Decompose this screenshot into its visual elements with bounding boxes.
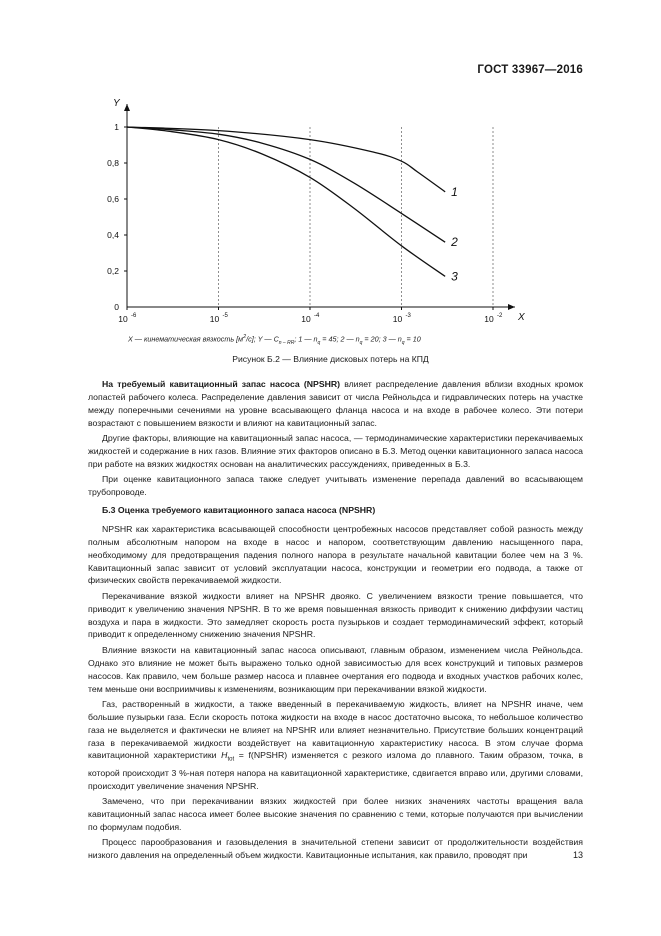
x-tick-label-1: 10 — [209, 314, 220, 324]
y-tick-label-0: 0 — [114, 302, 119, 312]
series-label-2: 2 — [451, 235, 458, 250]
legend-y-sub: n – RR — [278, 339, 295, 346]
series-label-3: 3 — [451, 269, 458, 284]
paragraph-7-h: H — [221, 750, 228, 761]
paragraph-8: Замечено, что при перекачивании вязких жидкостей при более низких значениях частоты вращения вала кавитационный запас насоса имеет более высокие значения по сравнению с теми, которые получаются при вычислении по формулам подобия. — [88, 796, 583, 833]
document-header: ГОСТ 33967—2016 — [477, 64, 583, 76]
paragraph-7 — [88, 698, 583, 793]
legend-x-sup: 2 — [243, 334, 247, 340]
legend-v3: = 10 — [404, 334, 421, 344]
legend-y-mid: — C — [262, 334, 279, 344]
x-tick-label-4: 10 — [484, 314, 494, 324]
x-tick-label-3: 10 — [392, 314, 403, 324]
paragraph-6: Влияние вязкости на кавитационный запас насоса описывают, главным образом, изменением числа Рейнольдса. Однако это влияние не может быть выражено только одной зависимостью для всех конструкций и типовых размеров насосов. Как правило, чем больше размер насоса и плавнее очертания его подвода и входных участков рабочих колес, тем меньше они восприимчивы к изменениям, возникающим при перекачивании вязкой жидкости. — [88, 644, 583, 694]
x-axis-arrow — [508, 304, 515, 310]
chart-series — [127, 127, 458, 283]
paragraph-1-rest: влияет распределение давления вблизи входных кромок лопастей рабочего колеса. Распределение давления зависит от числа Рейнольдса и гидравлических потерь на участке между поперечными сечениями на уровне всасывающего фланца насоса и на входе в рабочее колесо. Эти потери возрастают с повышением вязкости и влияют на кавитационный запас. — [88, 379, 584, 428]
viscosity-efficiency-chart — [0, 0, 661, 340]
paragraph-7-sub: tot — [227, 757, 235, 764]
legend-sub-q2: q — [359, 339, 363, 346]
page-number: 13 — [572, 850, 583, 860]
legend-v1: = 45; 2 — n — [320, 334, 360, 344]
legend-x-unit: /c]; — [246, 334, 256, 344]
body-text — [88, 378, 583, 865]
y-tick-label-3: 0,6 — [107, 194, 119, 204]
series-line-2 — [127, 127, 445, 242]
legend-sub-q3: q — [401, 339, 405, 346]
y-axis-label: Y — [113, 98, 120, 109]
y-tick-label-4: 0,8 — [107, 158, 119, 168]
figure-caption: Рисунок Б.2 — Влияние дисковых потерь на КПД — [232, 354, 429, 364]
paragraph-5: Перекачивание вязкой жидкости влияет на NPSHR двояко. С увеличением вязкости трение повышается, что приводит к увеличению значения NPSHR. В то же время повышенная вязкость приводит к снижению диффузии частиц воздуха и пара в жидкости. Это замедляет скорость роста пузырьков и создает термодинамический эффект, который приводит к определенному снижению значения NPSHR. — [88, 590, 583, 640]
x-tick-exp-1: -5 — [222, 313, 228, 319]
y-axis-arrow — [124, 104, 130, 111]
y-tick-label-5: 1 — [114, 122, 119, 132]
section-heading-b3: Б.3 Оценка требуемого кавитационного запаса насоса (NPSHR) — [102, 504, 376, 515]
x-tick-label-2: 10 — [301, 314, 311, 324]
legend-sub-q1: q — [317, 339, 321, 346]
series-label-1: 1 — [451, 184, 458, 199]
paragraph-3: При оценке кавитационного запаса также следует учитывать изменение перепада давлений во всасывающем трубопроводе. — [88, 474, 583, 498]
x-tick-exp-4: -2 — [497, 313, 503, 319]
chart-ticks — [107, 122, 503, 324]
paragraph-7-a: Газ, растворенный в жидкости, а также введенный в перекачиваемую жидкость, влияет на NPSHR иначе, чем большие пузырьки газа. Если скорость потока жидкости на входе в насос достаточно высока, то небольшое количество газа не выделяется и фактически не влияет на NPSHR или влияет незначительно. Присутствие больших концентраций газа в перекачиваемой жидкости воздействует на кавитационную характеристику насоса. В этом случае форма кавитационной характеристики — [88, 698, 583, 761]
paragraph-7-b: = f(NPSHR) изменяется с резкого излома до плавного. Таким образом, точка, в которой происходит 3 %-ная потеря напора на кавитационной характеристике, сдвигается вправо или, другими словами, происходит увеличение значения NPSHR. — [88, 750, 583, 791]
paragraph-2: Другие факторы, влияющие на кавитационный запас насоса, — термодинамические характеристики перекачиваемых жидкостей и содержание в них газов. Влияние этих факторов описано в Б.3. Метод оценки кавитационного запаса насоса при работе на вязких жидкостях основан на аналитических рассуждениях, приведенных в Б.3. — [88, 433, 583, 469]
x-tick-exp-3: -3 — [405, 313, 411, 319]
legend-y-prefix: Y — [257, 334, 263, 344]
series-line-1 — [127, 127, 445, 192]
paragraph-1-bold: На требуемый кавитационный запас насоса (NPSHR) — [102, 379, 341, 389]
x-axis-label: X — [518, 312, 525, 323]
x-tick-label-0: 10 — [118, 314, 128, 324]
legend-x-desc: X — кинематическая вязкость [м — [128, 334, 244, 344]
x-tick-exp-0: -6 — [131, 313, 137, 319]
paragraph-9: Процесс парообразования и газовыделения в значительной степени зависит от продолжительности воздействия низкого давления на определенный объем жидкости. Кавитационные испытания, как правило, проводят при — [88, 837, 583, 861]
paragraph-4: NPSHR как характеристика всасывающей способности центробежных насосов представляет собой разность между полным абсолютным напором на входе в насос и напором, соответствующим давлению насыщенного пара, необходимому для предотвращения падения полного напора в результате начальной кавитации более чем на 3 %. Кавитационный запас зависит от условий эксплуатации насоса, конструкции и геометрии его подвода, а также от физических свойств перекачиваемой жидкости. — [88, 523, 583, 586]
y-tick-label-1: 0,2 — [107, 266, 119, 276]
legend-v2: = 20; 3 — n — [362, 334, 402, 344]
chart-legend — [128, 334, 548, 346]
legend-curve1: ; 1 — n — [294, 334, 318, 344]
y-tick-label-2: 0,4 — [107, 230, 119, 240]
paragraph-1 — [88, 378, 583, 430]
series-line-3 — [127, 127, 445, 276]
x-tick-exp-2: -4 — [314, 313, 320, 319]
